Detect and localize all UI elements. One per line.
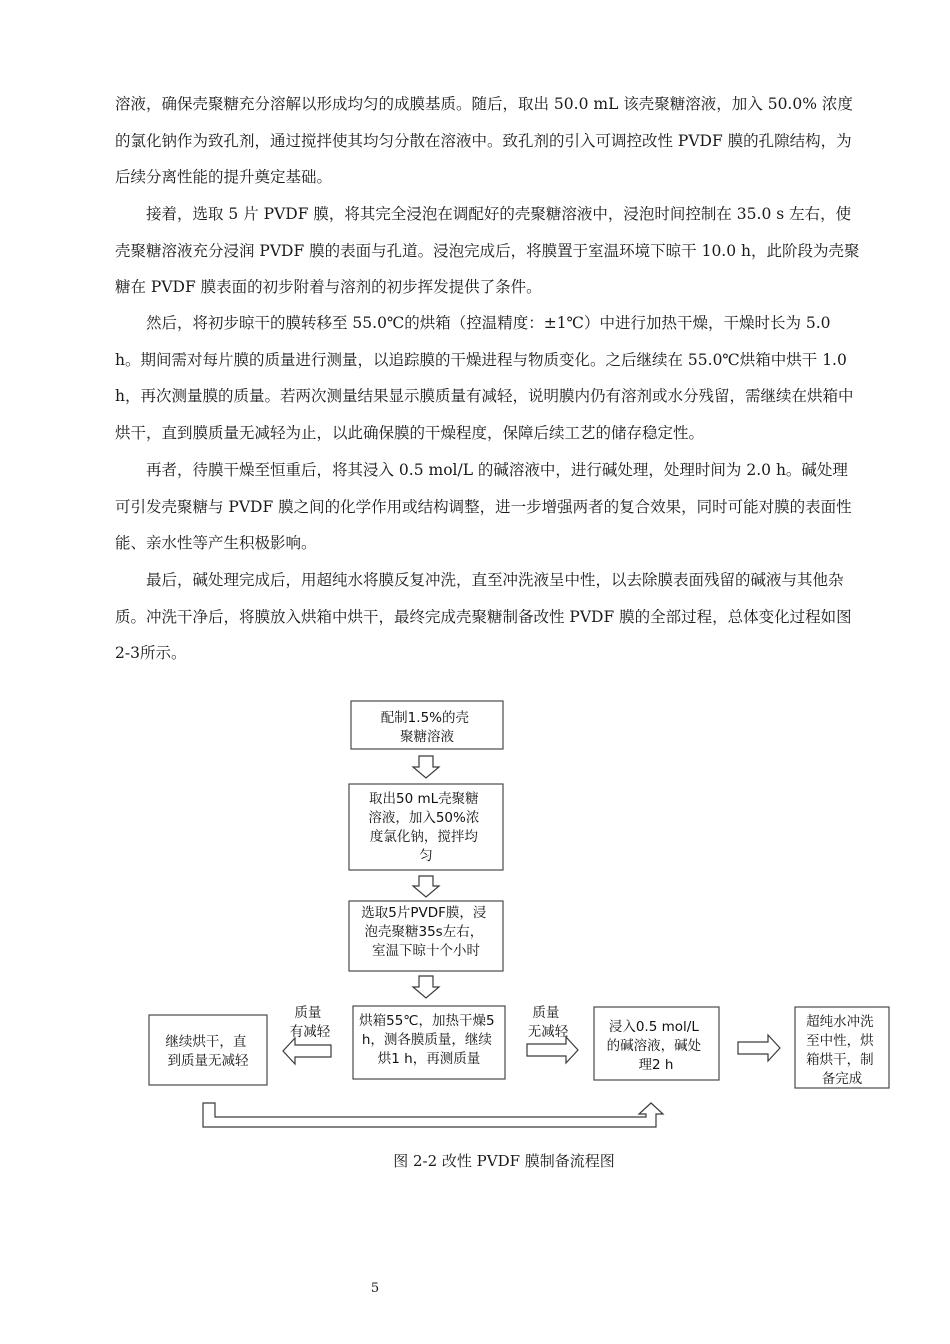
down-arrow-1 (413, 756, 439, 778)
label-mass-decreased: 质量 有减轻 (289, 1005, 331, 1040)
step2-text: 取出50 mL壳聚糖 溶液，加入50%浓 度氯化钠，搅拌均 匀 (368, 791, 480, 864)
left-arrow (283, 1038, 331, 1064)
right-arrow-2 (738, 1035, 780, 1061)
step1-text: 配制1.5%的壳 聚糖溶液 (380, 710, 470, 745)
step3-text: 选取5片PVDF膜，浸 泡壳聚糖35s左右， 室温下晾十个小时 (361, 905, 487, 959)
figure-caption: 图 2-2 改性 PVDF 膜制备流程图 (393, 1152, 615, 1170)
continue-dry-text: 继续烘干，直 到质量无减轻 (165, 1034, 249, 1069)
paragraph-4: 再者，待膜干燥至恒重后，将其浸入 0.5 mol/L 的碱溶液中，进行碱处理，处理时间为 2.0 h。碱处理可引发壳聚糖与 PVDF 膜之间的化学作用或结构调整，进一步增强两者的复合效果，同时可能对膜的表面性能、亲水性等产生积极影响。 (115, 461, 852, 552)
paragraph-5: 最后，碱处理完成后，用超纯水将膜反复冲洗，直至冲洗液呈中性，以去除膜表面残留的碱液与其他杂质。冲洗干净后，将膜放入烘箱中烘干，最终完成壳聚糖制备改性 PVDF 膜的全部过程，总体变化过程如图 2-3所示。 (115, 571, 852, 662)
step6-text: 超纯水冲洗 至中性，烘 箱烘干，制 备完成 (806, 1014, 874, 1087)
paragraph-2: 接着，选取 5 片 PVDF 膜，将其完全浸泡在调配好的壳聚糖溶液中，浸泡时间控制在 35.0 s 左右，使壳聚糖溶液充分浸润 PVDF 膜的表面与孔道。浸泡完成后，将膜置于室温环境下晾干 10.0 h，此阶段为壳聚糖在 PVDF 膜表面的初步附着与溶剂的初步挥发提供了条件。 (115, 205, 860, 296)
page-number: 5 (370, 1281, 380, 1296)
down-arrow-2 (413, 876, 439, 897)
label-mass-not-decreased: 质量 无减轻 (527, 1005, 569, 1040)
paragraph-1: 溶液，确保壳聚糖充分溶解以形成均匀的成膜基质。随后，取出 50.0 mL 该壳聚糖溶液，加入 50.0% 浓度的氯化钠作为致孔剂，通过搅拌使其均匀分散在溶液中。致孔剂的引入可调控改性 PVDF 膜的孔隙结构，为后续分离性能的提升奠定基础。 (115, 95, 853, 186)
flowchart (0, 690, 950, 1140)
down-arrow-3 (413, 976, 439, 998)
right-arrow-1 (527, 1037, 578, 1063)
continue-dry-box (149, 1015, 267, 1085)
step4-text: 烘箱55℃，加热干燥5 h，测各膜质量，继续 烘1 h，再测质量 (359, 1013, 495, 1067)
paragraph-3: 然后，将初步晾干的膜转移至 55.0℃的烘箱（控温精度：±1℃）中进行加热干燥，干燥时长为 5.0 h。期间需对每片膜的质量进行测量，以追踪膜的干燥进程与物质变化。之后继续在 55.0℃烘箱中烘干 1.0 h，再次测量膜的质量。若两次测量结果显示膜质量有减轻，说明膜内仍有溶剂或水分残留，需继续在烘箱中烘干，直到膜质量无减轻为止，以此确保膜的干燥程度，保障后续工艺的储存稳定性。 (115, 314, 854, 442)
return-loop-arrow (203, 1103, 663, 1127)
step5-text: 浸入0.5 mol/L 的碱溶液，碱处 理2 h (606, 1019, 702, 1073)
